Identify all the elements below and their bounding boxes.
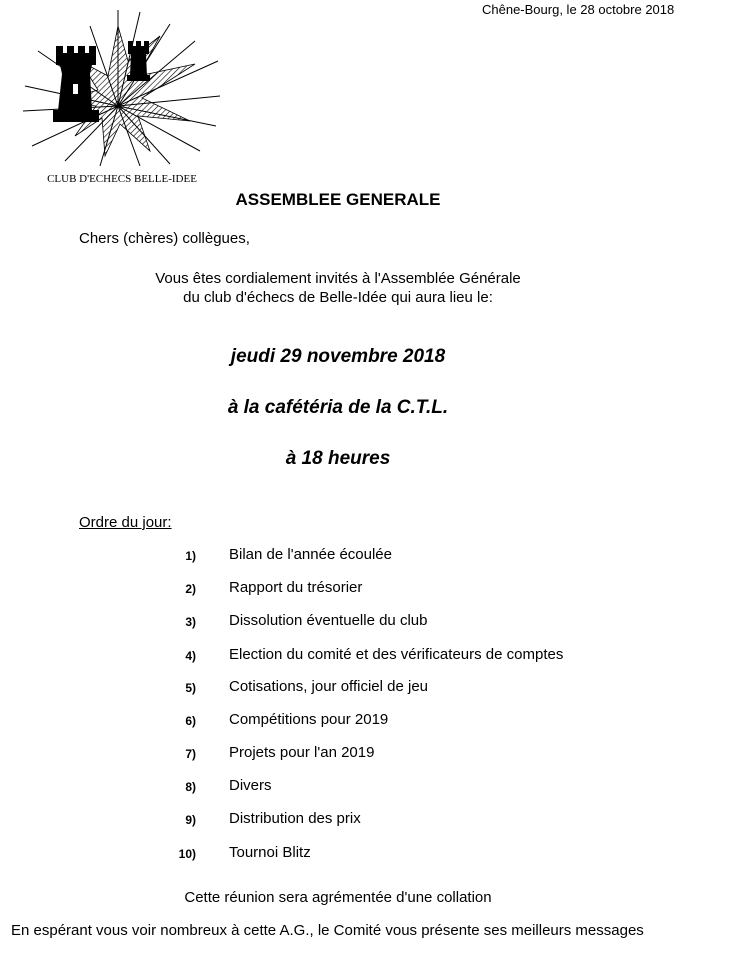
event-time: à 18 heures xyxy=(285,448,391,469)
agenda-item-text: Election du comité et des vérificateurs de comptes xyxy=(229,646,564,663)
agenda-item xyxy=(0,810,751,830)
closing-line: En espérant vous voir nombreux à cette A.G., le Comité vous présente ses meilleurs messages xyxy=(11,922,644,939)
agenda-item xyxy=(0,579,751,599)
agenda-item-number: 3) xyxy=(185,615,196,629)
invitation-line-1: Vous êtes cordialement invités à l'Assemblée Générale xyxy=(155,270,521,287)
greeting: Chers (chères) collègues, xyxy=(79,230,250,247)
agenda-heading: Ordre du jour: xyxy=(79,514,172,531)
agenda-item-number: 1) xyxy=(185,549,196,563)
page-title: ASSEMBLEE GENERALE xyxy=(235,190,441,209)
agenda-item-number: 9) xyxy=(185,813,196,827)
agenda-item-text: Distribution des prix xyxy=(229,810,361,827)
agenda-item-number: 4) xyxy=(185,649,196,663)
agenda-item xyxy=(0,678,751,698)
agenda-item-text: Tournoi Blitz xyxy=(229,844,311,861)
invitation-line-2: du club d'échecs de Belle-Idée qui aura lieu le: xyxy=(183,289,493,306)
event-date: jeudi 29 novembre 2018 xyxy=(230,346,446,367)
collation-note: Cette réunion sera agrémentée d'une collation xyxy=(184,889,492,906)
agenda-item xyxy=(0,646,751,666)
agenda-item-number: 10) xyxy=(178,847,196,861)
agenda-item-number: 8) xyxy=(185,780,196,794)
agenda-item xyxy=(0,612,751,632)
agenda-item-number: 2) xyxy=(185,582,196,596)
agenda-item-text: Dissolution éventuelle du club xyxy=(229,612,428,629)
agenda-item-text: Cotisations, jour officiel de jeu xyxy=(229,678,428,695)
agenda-item-text: Rapport du trésorier xyxy=(229,579,363,596)
logo-text: CLUB D'ECHECS BELLE-IDEE xyxy=(47,173,197,185)
agenda-item xyxy=(0,546,751,566)
agenda-item-number: 7) xyxy=(185,747,196,761)
agenda-item xyxy=(0,777,751,797)
agenda-item xyxy=(0,711,751,731)
date-line: Chêne-Bourg, le 28 octobre 2018 xyxy=(482,2,675,17)
agenda-item-number: 6) xyxy=(185,714,196,728)
agenda-item-text: Projets pour l'an 2019 xyxy=(229,744,375,761)
agenda-item-number: 5) xyxy=(185,681,196,695)
event-place: à la cafétéria de la C.T.L. xyxy=(227,397,449,418)
agenda-item xyxy=(0,744,751,764)
agenda-item-text: Bilan de l'année écoulée xyxy=(229,546,392,563)
agenda-item-text: Divers xyxy=(229,777,272,794)
agenda-item xyxy=(0,844,751,864)
club-logo xyxy=(20,6,225,186)
agenda-item-text: Compétitions pour 2019 xyxy=(229,711,389,728)
